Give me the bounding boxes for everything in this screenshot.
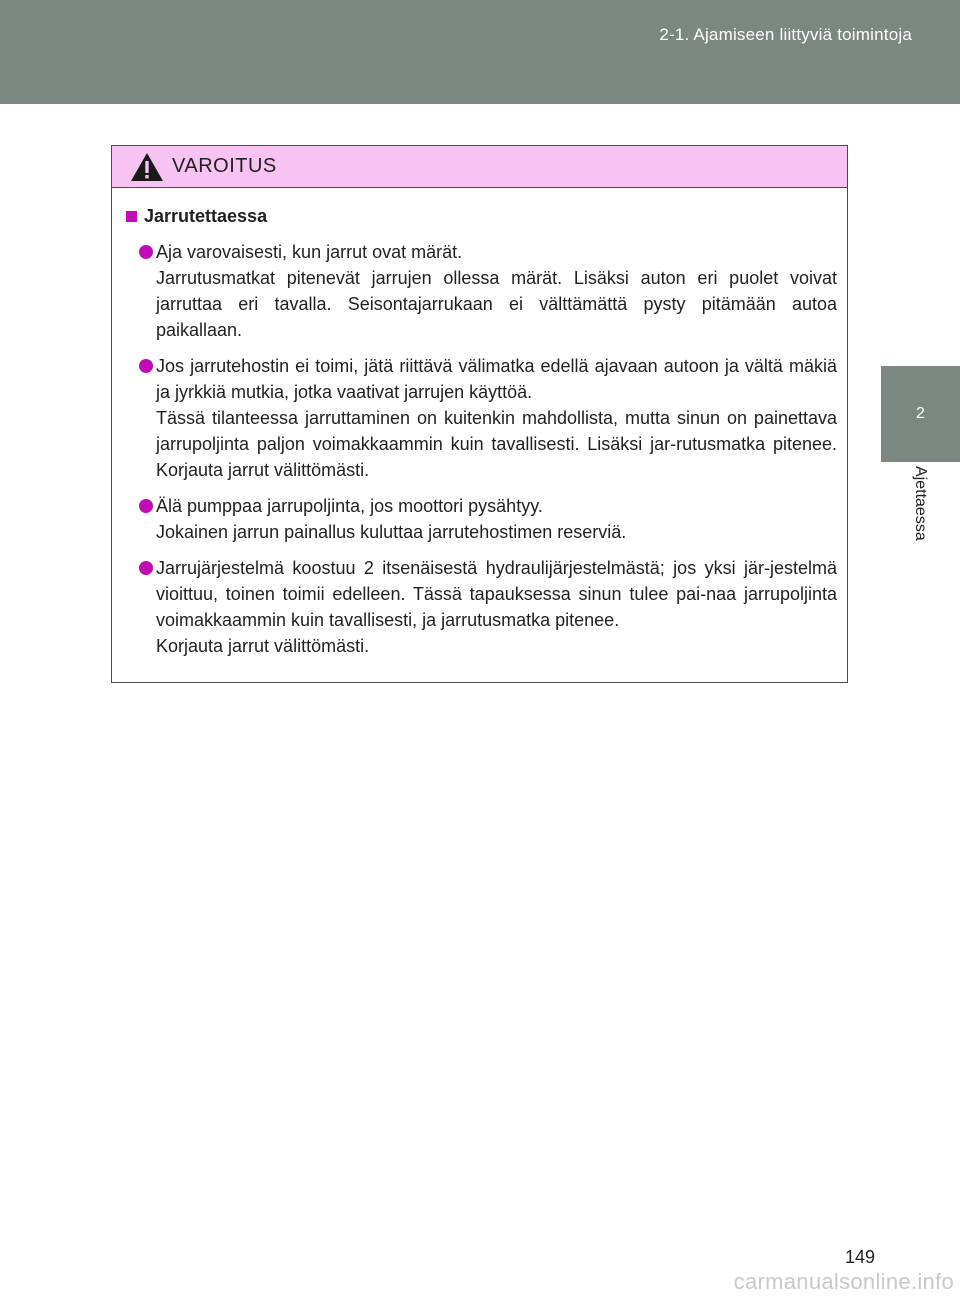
round-bullet-icon	[139, 359, 153, 373]
section-heading-text: Jarrutettaessa	[144, 205, 268, 226]
list-item	[112, 353, 847, 483]
chapter-label: Ajettaessa	[911, 466, 929, 541]
page-number: 149	[845, 1247, 876, 1267]
warning-list	[112, 239, 847, 659]
square-bullet-icon	[126, 211, 137, 222]
warning-title: VAROITUS	[172, 155, 277, 177]
item-text: Jos jarrutehostin ei toimi, jätä riittävä välimatka edellä ajavaan autoon ja vältä mäkiä ja jyrkkiä mutkia, jotka vaativat jarrujen käyttöä.	[156, 356, 837, 402]
chapter-label-container	[881, 462, 960, 582]
list-item	[112, 239, 847, 343]
chapter-number: 2	[916, 405, 925, 422]
round-bullet-icon	[139, 561, 153, 575]
watermark: carmanualsonline.info	[733, 1269, 954, 1294]
warning-box	[111, 145, 848, 683]
section-title: 2-1. Ajamiseen liittyviä toimintoja	[659, 25, 912, 44]
list-item	[112, 493, 847, 545]
warning-triangle-icon	[130, 152, 164, 182]
section-heading	[112, 204, 847, 228]
item-text: Älä pumppaa jarrupoljinta, jos moottori pysähtyy.	[156, 496, 543, 516]
item-text: Korjauta jarrut välittömästi.	[156, 636, 370, 656]
item-text: Jarrujärjestelmä koostuu 2 itsenäisestä hydraulijärjestelmästä; jos yksi jär-jestelmä vioittuu, toinen toimii edelleen. Tässä tapauksessa sinun tulee pai-naa jarrupoljinta voimakkaammin kuin tavallisesti, ja jarrutusmatka pitenee.	[156, 558, 837, 630]
page-header	[0, 0, 960, 104]
item-text: Jokainen jarrun painallus kuluttaa jarrutehostimen reserviä.	[156, 522, 627, 542]
round-bullet-icon	[139, 499, 153, 513]
item-text: Tässä tilanteessa jarruttaminen on kuitenkin mahdollista, mutta sinun on painettava jarrupoljinta paljon voimakkaammin kuin tavallisesti. Lisäksi jar-rutusmatka pitenee. Korjauta jarrut välittömästi.	[156, 408, 837, 480]
warning-header	[112, 146, 847, 188]
chapter-tab	[881, 366, 960, 462]
warning-section	[112, 204, 847, 669]
item-text: Aja varovaisesti, kun jarrut ovat märät.	[156, 242, 463, 262]
round-bullet-icon	[139, 245, 153, 259]
item-text: Jarrutusmatkat pitenevät jarrujen ollessa märät. Lisäksi auton eri puolet voivat jarruttaa eri tavalla. Seisontajarrukaan ei välttämättä pysty pitämään autoa paikallaan.	[156, 268, 837, 340]
list-item	[112, 555, 847, 659]
